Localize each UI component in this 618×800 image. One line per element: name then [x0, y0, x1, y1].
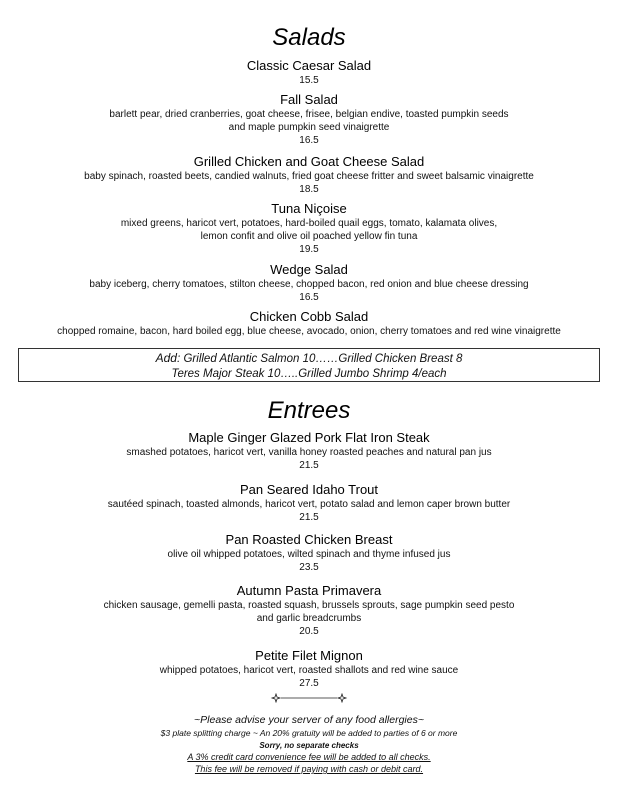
add-ons-line-1	[19, 351, 599, 367]
item-name: Maple Ginger Glazed Pork Flat Iron Steak	[188, 430, 430, 445]
add-ons-box	[18, 348, 600, 382]
item-price: 15.5	[299, 75, 319, 86]
menu-item-idaho-trout	[0, 482, 618, 524]
menu-item-autumn-pasta-primavera	[0, 583, 618, 638]
item-name: Wedge Salad	[270, 262, 348, 277]
item-price: 16.5	[299, 292, 319, 303]
menu-item-wedge-salad	[0, 262, 618, 304]
right-sparkle-icon	[338, 694, 346, 702]
item-description-line: olive oil whipped potatoes, wilted spinach and thyme infused jus	[167, 549, 451, 560]
item-price: 16.5	[299, 135, 319, 146]
item-description-line: chicken sausage, gemelli pasta, roasted squash, brussels sprouts, sage pumpkin seed pesto	[103, 600, 515, 611]
fee-removal-notice: This fee will be removed if paying with cash or debit card.	[194, 764, 424, 774]
menu-item-maple-ginger-pork	[0, 430, 618, 472]
add-ons-text: Grilled Atlantic Salmon 10……Grilled Chicken Breast 8	[180, 353, 463, 365]
no-separate-checks-notice: Sorry, no separate checks	[259, 741, 359, 750]
item-price: 21.5	[299, 512, 319, 523]
item-name: Classic Caesar Salad	[246, 58, 372, 73]
add-ons-line-2: Teres Major Steak 10…..Grilled Jumbo Shrimp 4/each	[171, 368, 447, 380]
item-price: 27.5	[299, 678, 319, 689]
item-description-line: baby iceberg, cherry tomatoes, stilton cheese, chopped bacon, red onion and blue cheese dressing	[89, 279, 529, 290]
item-description-line: and maple pumpkin seed vinaigrette	[228, 122, 390, 133]
item-price: 21.5	[299, 460, 319, 471]
item-name: Tuna Niçoise	[271, 201, 347, 216]
item-description-line: baby spinach, roasted beets, candied walnuts, fried goat cheese fritter and sweet balsamic vinaigrette	[84, 171, 534, 182]
item-price: 20.5	[299, 626, 319, 637]
item-name: Pan Roasted Chicken Breast	[225, 532, 393, 547]
menu-item-grilled-chicken-goat-cheese-salad	[0, 154, 618, 196]
menu-item-classic-caesar-salad	[0, 58, 618, 87]
item-description-line: mixed greens, haricot vert, potatoes, hard-boiled quail eggs, tomato, kalamata olives,	[120, 218, 498, 229]
salads-title: Salads	[272, 24, 346, 51]
left-sparkle-icon	[272, 694, 280, 702]
item-description-line: sautéed spinach, toasted almonds, haricot vert, potato salad and lemon caper brown butter	[107, 499, 511, 510]
menu-item-petite-filet-mignon	[0, 648, 618, 690]
item-name: Grilled Chicken and Goat Cheese Salad	[193, 154, 425, 169]
menu-item-fall-salad	[0, 92, 618, 147]
ornament-divider	[270, 693, 348, 703]
item-name: Pan Seared Idaho Trout	[239, 482, 379, 497]
item-description-line: smashed potatoes, haricot vert, vanilla honey roasted peaches and natural pan jus	[126, 447, 492, 458]
item-price: 18.5	[299, 184, 319, 195]
item-description-line: lemon confit and olive oil poached yellow fin tuna	[200, 231, 418, 242]
charges-notice: $3 plate splitting charge ~ An 20% gratuity will be added to parties of 6 or more	[160, 728, 458, 738]
item-description-line: barlett pear, dried cranberries, goat cheese, frisee, belgian endive, toasted pumpkin seeds	[109, 109, 509, 120]
menu-item-tuna-nicoise	[0, 201, 618, 256]
item-price: 23.5	[299, 562, 319, 573]
item-name: Chicken Cobb Salad	[249, 309, 369, 324]
item-name: Petite Filet Mignon	[255, 648, 363, 663]
credit-card-fee-notice: A 3% credit card convenience fee will be added to all checks.	[187, 752, 431, 762]
menu-item-chicken-cobb-salad	[0, 309, 618, 338]
entrees-title: Entrees	[267, 397, 351, 424]
item-description-line: and garlic breadcrumbs	[256, 613, 362, 624]
menu-item-chicken-breast	[0, 532, 618, 574]
item-description-line: chopped romaine, bacon, hard boiled egg, blue cheese, avocado, onion, cherry tomatoes and red wine vinaigrette	[57, 326, 561, 337]
item-name: Autumn Pasta Primavera	[236, 583, 382, 598]
item-price: 19.5	[299, 244, 319, 255]
item-name: Fall Salad	[280, 92, 338, 107]
add-ons-label: Add:	[155, 351, 181, 365]
allergy-notice: ~Please advise your server of any food allergies~	[194, 714, 424, 726]
item-description-line: whipped potatoes, haricot vert, roasted shallots and red wine sauce	[159, 665, 459, 676]
